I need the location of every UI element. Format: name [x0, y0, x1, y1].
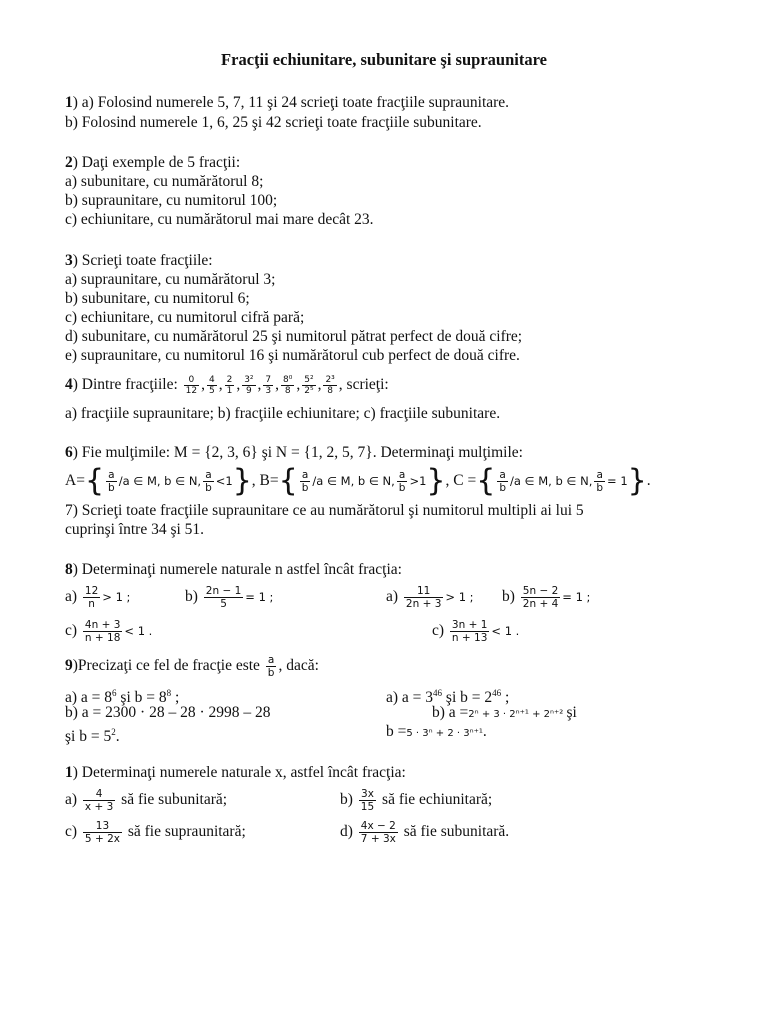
- problem-number: 1: [65, 764, 73, 781]
- problem-3-d: d) subunitare, cu numărătorul 25 şi numitorul pătrat perfect de două cifre;: [65, 328, 523, 345]
- problem-10-intro: [65, 764, 406, 782]
- problem-6-intro: [65, 444, 523, 462]
- right-brace-icon: }: [426, 463, 446, 499]
- item-label: c): [65, 622, 78, 639]
- problem-2-intro: [65, 154, 240, 172]
- problem-9-b-right: b) a =2ⁿ + 3 · 2ⁿ⁺¹ + 2ⁿ⁺² şi: [432, 704, 577, 721]
- fraction: $\frac{5n - 2}{2n + 4}$: [522, 584, 559, 610]
- item-label: b): [502, 588, 515, 605]
- expression: 5 · 3ⁿ + 2 · 3ⁿ⁺¹: [406, 728, 483, 739]
- relation: < 1 .: [124, 624, 153, 638]
- right-brace-icon: }: [232, 463, 252, 499]
- item-label: a): [65, 791, 78, 808]
- item-label: b): [340, 791, 353, 808]
- problem-8-a-right: [386, 580, 474, 614]
- problem-8-a-left: [65, 580, 130, 614]
- item-text: să fie subunitară;: [121, 791, 228, 808]
- set-b-relation: >1: [409, 474, 427, 488]
- problem-8-b-right: [502, 580, 590, 614]
- problem-7-line-2: cuprinşi între 34 şi 51.: [65, 521, 205, 538]
- fraction-8pow0-8: $\frac{\text{8⁰}}{8}$: [283, 374, 293, 396]
- fraction-a-b: $\frac{a}{b}$: [596, 468, 604, 494]
- problem-6-sets: [65, 464, 651, 498]
- problem-number: 1: [65, 94, 73, 111]
- problem-9-c-left: şi $b = 5^2$.: [65, 727, 120, 746]
- fraction: $\frac{4}{x + 3}$: [84, 787, 114, 813]
- item-text: să fie supraunitară;: [127, 823, 246, 840]
- problem-3-c: c) echiunitare, cu numitorul cifră pară;: [65, 309, 305, 326]
- fraction-3sq-9: $\frac{\text{3²}}{9}$: [244, 374, 254, 396]
- problem-4-intro: 4) Dintre fracţiile: $\frac{0}{12}$ , $\frac{4}{5}$ , $\frac{2}{1}$ , $\frac{\text{3²}}{9}$ , $\frac{7}{3}$ , $\frac{\text{8⁰}}{8}$ , $\frac{\text{5²}}{\text{2⁵}}$ , $\frac{\text{2³}}{8}$ , scrieţi:: [65, 374, 389, 396]
- problem-10-b: [340, 783, 492, 817]
- problem-10-a: [65, 783, 227, 817]
- set-b-condition: /a ∈ M, b ∈ N,: [312, 474, 395, 488]
- problem-3-b: b) subunitare, cu numitorul 6;: [65, 290, 250, 307]
- fraction-0-12: $\frac{0}{12}$: [185, 374, 198, 396]
- problem-9-b-left: b) a = 2300 · 28 – 28 · 2998 – 28: [65, 704, 271, 721]
- problem-3-e: e) supraunitare, cu numitorul 16 şi numărătorul cub perfect de două cifre.: [65, 347, 520, 364]
- problem-text: )Precizaţi ce fel de fracţie este: [72, 657, 260, 674]
- fraction: $\frac{12}{n}$: [84, 584, 99, 610]
- set-b-label: , B=: [251, 472, 279, 489]
- fraction-a-b: $\frac{a}{b}$: [301, 468, 309, 494]
- problem-10-c: [65, 815, 246, 849]
- problem-3-intro: [65, 252, 213, 270]
- set-a-label: A=: [65, 472, 85, 489]
- problem-text: ) Daţi exemple de 5 fracţii:: [72, 154, 241, 171]
- problem-2-b: b) supraunitare, cu numitorul 100;: [65, 192, 278, 209]
- problem-8-c-left: [65, 614, 152, 648]
- item-label: c): [65, 823, 78, 840]
- page-title: Fracţii echiunitare, subunitare şi supraunitare: [221, 50, 547, 69]
- set-c-label: , C =: [445, 472, 477, 489]
- problem-text: ) a) Folosind numerele 5, 7, 11 şi 24 scrieţi toate fracţiile supraunitare.: [72, 94, 510, 111]
- problem-1-line-a: [65, 94, 509, 112]
- problem-1-line-b: b) Folosind numerele 1, 6, 25 şi 42 scrieţi toate fracţiile subunitare.: [65, 114, 482, 131]
- item-label: a): [65, 588, 78, 605]
- fraction: $\frac{4x - 2}{7 + 3x}$: [360, 819, 396, 845]
- problem-text: ) Fie mulţimile: M = {2, 3, 6} şi N = {1, 2, 5, 7}. Determinaţi mulţimile:: [72, 444, 523, 461]
- problem-text: ) Determinaţi numerele naturale x, astfel încât fracţia:: [72, 764, 406, 781]
- problem-number: 6: [65, 444, 73, 461]
- relation: > 1 ;: [102, 590, 131, 604]
- right-brace-icon: }: [627, 463, 647, 499]
- problem-number: 4: [65, 376, 73, 393]
- relation: < 1 .: [491, 624, 520, 638]
- item-label: a): [386, 588, 399, 605]
- problem-8-b-left: [185, 580, 273, 614]
- problem-9-a-left: a) $a = 8^6$ şi $b = 8^8$ ;: [65, 688, 180, 707]
- problem-9-c-right: b =5 · 3ⁿ + 2 · 3ⁿ⁺¹.: [386, 723, 487, 740]
- relation: = 1 ;: [562, 590, 591, 604]
- item-text: să fie subunitară.: [403, 823, 510, 840]
- fraction-a-b: $\frac{a}{b}$: [267, 653, 275, 679]
- fraction-a-b: $\frac{a}{b}$: [499, 468, 506, 494]
- item-label: b): [185, 588, 198, 605]
- fraction-4-5: $\frac{4}{5}$: [208, 374, 215, 396]
- left-brace-icon: {: [84, 463, 105, 499]
- problem-2-c: c) echiunitare, cu numărătorul mai mare decât 23.: [65, 211, 374, 228]
- fraction-2cube-8: $\frac{\text{2³}}{8}$: [325, 374, 335, 396]
- fraction: $\frac{13}{5 + 2x}$: [84, 819, 120, 845]
- problem-9-intro: [65, 649, 319, 683]
- fraction-2-1: $\frac{2}{1}$: [226, 374, 233, 396]
- fraction: $\frac{11}{2n + 3}$: [405, 584, 442, 610]
- problem-text: ) Scrieţi toate fracţiile:: [72, 252, 213, 269]
- fraction: $\frac{3n + 1}{n + 13}$: [451, 618, 488, 644]
- problem-4-line-2: a) fracţiile supraunitare; b) fracţiile echiunitare; c) fracţiile subunitare.: [65, 405, 501, 422]
- problem-8-c-right: [432, 614, 519, 648]
- left-brace-icon: {: [476, 463, 496, 499]
- item-label: c): [432, 622, 445, 639]
- problem-text: , scrieţi:: [338, 376, 389, 393]
- problem-text: , dacă:: [278, 657, 319, 674]
- problem-3-a: a) supraunitare, cu numărătorul 3;: [65, 271, 276, 288]
- item-label: d): [340, 823, 353, 840]
- set-c-relation: = 1: [607, 474, 628, 488]
- fraction-5sq-2pow5: $\frac{\text{5²}}{\text{2⁵}}$: [304, 374, 314, 396]
- fraction: $\frac{2n - 1}{5}$: [205, 584, 242, 610]
- left-brace-icon: {: [278, 463, 298, 499]
- relation: = 1 ;: [245, 590, 274, 604]
- relation: > 1 ;: [445, 590, 474, 604]
- problem-9-a-right: a) $a = 3^{46}$ şi $b = 2^{46}$ ;: [386, 688, 510, 707]
- set-end: .: [646, 472, 651, 489]
- problem-10-d: [340, 815, 509, 849]
- fraction-a-b: $\frac{a}{b}$: [398, 468, 406, 494]
- set-c-condition: /a ∈ M, b ∈ N,: [509, 474, 593, 488]
- fraction-7-3: $\frac{7}{3}$: [265, 374, 272, 396]
- item-text: să fie echiunitară;: [382, 791, 493, 808]
- problem-number: 2: [65, 154, 73, 171]
- problem-number: 8: [65, 561, 73, 578]
- problem-2-a: a) subunitare, cu numărătorul 8;: [65, 173, 264, 190]
- fraction: $\frac{4n + 3}{n + 18}$: [84, 618, 121, 644]
- problem-number: 9: [65, 657, 73, 674]
- set-a-condition: /a ∈ M, b ∈ N,: [118, 474, 202, 488]
- problem-7-line-1: 7) Scrieţi toate fracţiile supraunitare ce au numărătorul şi numitorul multipli ai lui 5: [65, 502, 584, 519]
- problem-8-intro: [65, 561, 402, 579]
- fraction-a-b: $\frac{a}{b}$: [205, 468, 212, 494]
- set-a-relation: <1: [215, 474, 233, 488]
- problem-text: ) Determinaţi numerele naturale n astfel încât fracţia:: [72, 561, 402, 578]
- problem-number: 3: [65, 252, 73, 269]
- fraction-a-b: $\frac{a}{b}$: [108, 468, 115, 494]
- fraction: $\frac{3x}{15}$: [360, 787, 375, 813]
- problem-text: ) Dintre fracţiile:: [72, 376, 178, 393]
- expression: 2ⁿ + 3 · 2ⁿ⁺¹ + 2ⁿ⁺²: [468, 709, 567, 720]
